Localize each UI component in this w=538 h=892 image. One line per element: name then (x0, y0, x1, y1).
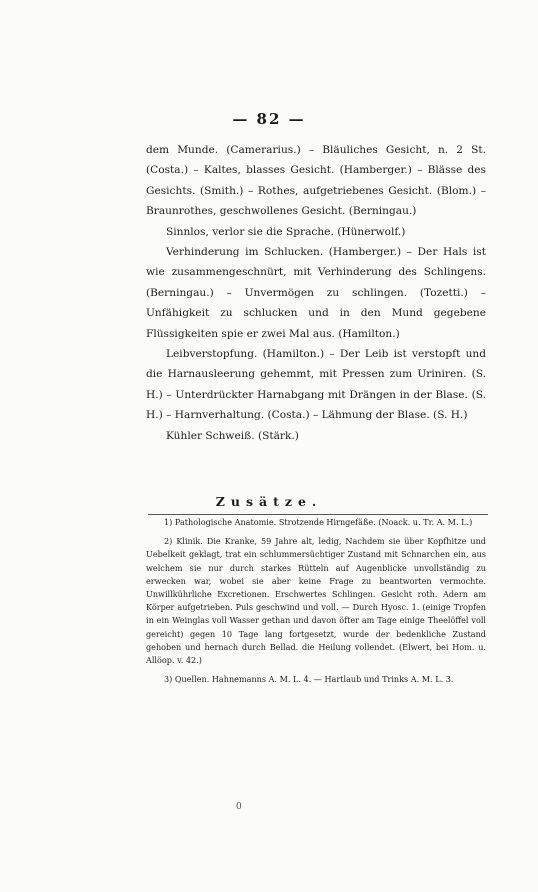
notes (146, 516, 486, 692)
note-clinic: 2) Klinik. Die Kranke, 59 Jahre alt, ledig, Nachdem sie über Kopfhitze und Uebelkeit geklagt, trat ein schlummersüchtiger Zustand mit Schnarchen ein, aus welchem sie nur durch starkes Rütteln auf Augenblicke unvollständig zu erwecken war, wobei sie aber keine Frage zu beantworten vermochte. Unwillkührliche Excretionen. Erschwertes Schlingen. Gesicht roth. Adern am Körper aufgetrieben. Puls geschwind und voll. — Durch Hyosc. 1. (einige Tropfen in ein Weinglas voll Wasser gethan und davon öfter am Tage einige Theelöffel voll gereicht) gegen 10 Tage lang fortgesetzt, wurde der bedenkliche Zustand gehoben und hernach durch Bellad. die Heilung vollendet. (Elwert, bei Hom. u. Allöop. v. 42.) (146, 536, 486, 666)
paragraph-swallowing: Verhinderung im Schlucken. (Hamberger.) – Der Hals ist wie zusammengeschnürt, mit Verhinderung des Schlingens. (Berningau.) – Unvermögen zu schlingen. (Tozetti.) – Unfähigkeit zu schlucken und in den Mund gegebene Flüssigkeiten spie er zwei Mal aus. (Hamilton.) (146, 246, 486, 340)
note-sources: 3) Quellen. Hahnemanns A. M. L. 4. — Hartlaub und Trinks A. M. L. 3. (164, 674, 454, 685)
paragraph-face: dem Munde. (Camerarius.) – Bläuliches Gesicht, n. 2 St. (Costa.) – Kaltes, blasses Gesicht. (Hamberger.) – Blässe des Gesichts. (Smith.) – Rothes, aufgetriebenes Gesicht. (Blom.) – Braunrothes, geschwollenes Gesicht. (Berningau.) (146, 144, 486, 218)
divider (148, 514, 488, 515)
page-mark: 0 (236, 802, 242, 812)
note-anatomy: 1) Pathologische Anatomie. Strotzende Hirngefäße. (Noack. u. Tr. A. M. L.) (164, 517, 473, 527)
paragraph-sweat: Kühler Schweiß. (Stärk.) (166, 429, 299, 442)
paragraph-speech: Sinnlos, verlor sie die Sprache. (Hünerwolf.) (166, 225, 406, 238)
section-heading: Zusätze. (215, 494, 323, 509)
page-number: — 82 — (232, 110, 306, 128)
main-text (146, 140, 486, 446)
paragraph-abdomen: Leibverstopfung. (Hamilton.) – Der Leib ist verstopft und die Harnausleerung gehemmt, mit Pressen zum Uriniren. (S. H.) – Unterdrückter Harnabgang mit Drängen in der Blase. (S. H.) – Harnverhaltung. (Costa.) – Lähmung der Blase. (S. H.) (146, 348, 486, 422)
